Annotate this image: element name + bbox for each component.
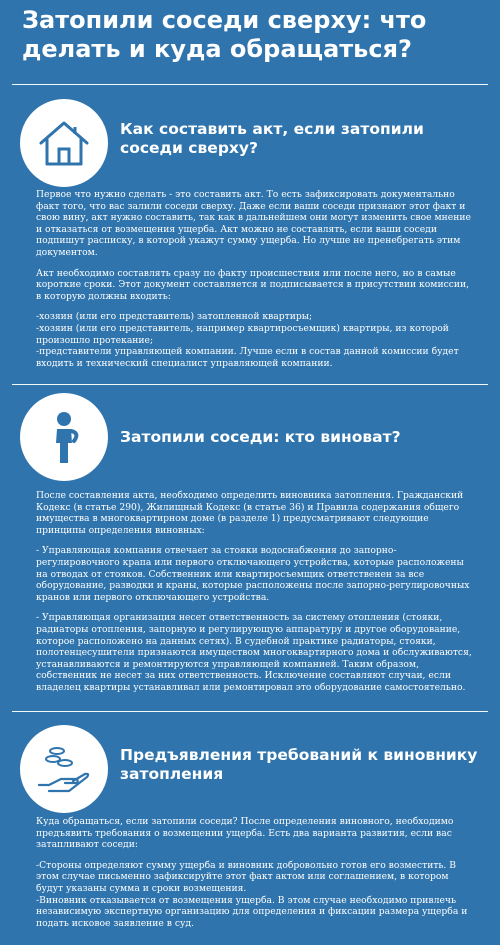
section-heading: Как составить акт, если затопили соседи сверху? [120, 120, 424, 157]
paragraph: Акт необходимо составлять сразу по факту происшествия или после него, но в самые короткие сроки. Этот документ составляется и подписывается в присутствии комиссии, в которую должны входить: [36, 267, 470, 302]
list-item: -Виновник отказывается от возмещения ущерба. В этом случае необходимо привлечь независимую экспертную организацию для определения и фиксации размера ущерба и подать исковое заявление в суд. [36, 894, 468, 929]
section-body [36, 816, 476, 929]
list-item: -Стороны определяют сумму ущерба и виновник добровольно готов его возместить. В этом случае письменно зафиксируйте этот факт актом или соглашением, в котором будут указаны сумма и сроки возмещения. [36, 859, 456, 894]
section-heading: Предъявления требований к виновнику затопления [120, 746, 478, 783]
paragraph: - Управляющая компания отвечает за стояки водоснабжения до запорно-регулировочного крапа или первого отключающего устройства, которые расположены на отводах от стояков. Собственник или квартиросъемщик ответственен за все оборудование, разводки и краны, которые расположены после запорно-регулировочных кранов или первого отключающего устройства. [36, 545, 470, 603]
section-body [36, 189, 476, 369]
list-item: -хозяин (или его представитель) затопленной квартиры; [36, 311, 313, 323]
person-thinking-icon [44, 409, 84, 465]
section-body [36, 490, 476, 703]
paragraph: Первое что нужно сделать - это составить акт. То есть зафиксировать документально факт того, что вас залили соседи сверху. Даже если ваши соседи признают этот факт и свою вину, акт нужно составить, так как в дальнейшем они могут изменить свое мнение и отказаться от возмещения ущерба. Акт можно не составлять, если ваши соседи подпишут расписку, в которой укажут сумму ущерба. Но лучше не пренебрегать этим документом. [36, 189, 471, 258]
divider [12, 711, 488, 712]
section-heading: Затопили соседи: кто виноват? [120, 428, 401, 446]
paragraph: После составления акта, необходимо определить виновника затопления. Гражданский Кодекс (в статье 290), Жилищный Кодекс (в статье 36) и Правила содержания общего имущества в многоквартирном доме (в разделе 1) предусматривают следующие принципы определения виновных: [36, 490, 464, 536]
paragraph: - Управляющая организация несет ответственность за систему отопления (стояки, радиаторы отопления, запорную и регулирующую аппаратуру и другое оборудование, которое расположено на данных сетях). В судебной практике радиаторы, стояки, полотенцесушители признаются имуществом многоквартирного дома и обслуживаются, устанавливаются и ремонтируются управляющей компанией. Таким образом, собственник не несет за них ответственность. Исключение составляют случаи, если владелец квартиры устанавливал или ремонтировал это оборудование самостоятельно. [36, 612, 472, 693]
page-title: Затопили соседи сверху: что делать и куда обращаться? [22, 6, 427, 63]
house-icon [37, 119, 91, 167]
paragraph: Куда обращаться, если затопили соседи? После определения виновного, необходимо предъявить требования о возмещении ущерба. Есть два варианта развития, если вас затапливают соседи: [36, 816, 454, 851]
divider [12, 384, 488, 385]
divider [12, 84, 488, 85]
hand-coins-icon [35, 743, 93, 795]
section-icon-circle [20, 725, 108, 813]
list-item: -представители управляющей компании. Лучше если в состав данной комиссии будет входить и технический специалист управляющей компании. [36, 346, 459, 369]
list-item: -хозяин (или его представитель, например квартиросъемщик) квартиры, из которой произошло протекание; [36, 322, 449, 346]
section-icon-circle [20, 393, 108, 481]
section-icon-circle [20, 99, 108, 187]
